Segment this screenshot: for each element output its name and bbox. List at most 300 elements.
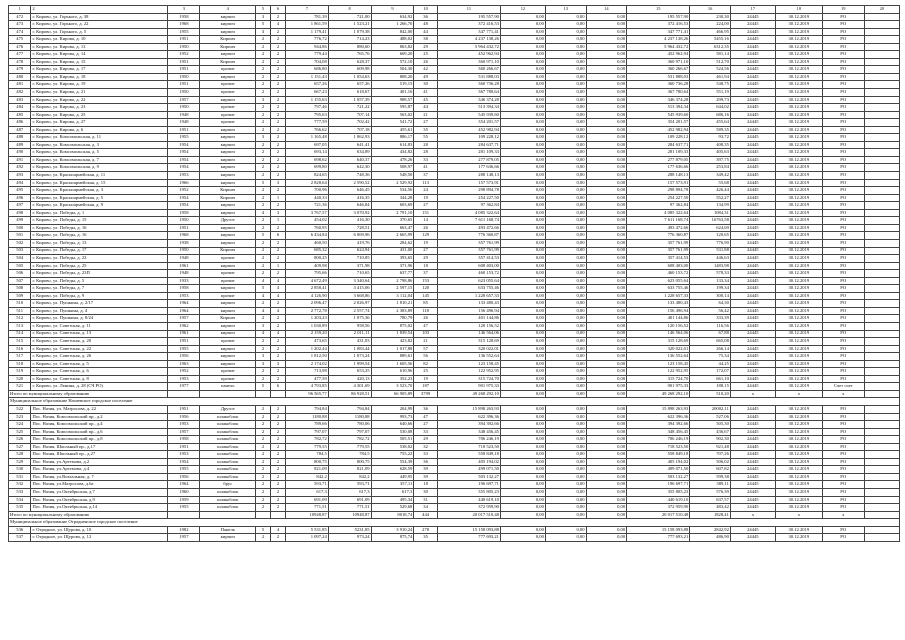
table-cell: 24445 [730,292,775,300]
table-cell: 2 [256,187,271,195]
table-cell: 1954 [168,194,200,202]
table-cell: 691,09 [328,496,371,504]
table-cell: 1180,88 [328,413,371,421]
table-cell: 1 861,59 [285,21,328,29]
table-cell: 24445 [730,428,775,436]
table-cell: РО [822,73,864,81]
table-body [9,6,900,542]
table-cell: 93,72 [690,134,731,142]
address-cell: г. Кирово, ул. Кирова, д. 15 [31,58,168,66]
table-row [9,481,900,489]
table-cell: 2 [256,66,271,74]
table-cell: 0,00 [586,413,627,421]
table-cell: 116,56 [690,322,731,330]
table-cell: РО [822,209,864,217]
table-cell [864,315,899,323]
table-cell: 0,00 [586,496,627,504]
table-row [9,338,900,346]
table-cell: 3 [256,322,271,330]
total-cell: 49 268 292,10 [437,390,500,398]
table-cell: 706 246,19 [627,436,690,444]
table-cell: 24445 [730,224,775,232]
table-cell [864,473,899,481]
address-cell: г. Кирово, ул. Победы, д. 1 [31,209,168,217]
total-cell: x [822,511,864,519]
table-cell: 0,00 [586,179,627,187]
table-cell: 2 [256,111,271,119]
table-cell [864,489,899,497]
table-cell: 0,00 [545,443,586,451]
table-cell: 195 557,90 [627,13,690,21]
column-number-cell: 15 [627,6,690,14]
table-cell: 15 158 093,88 [437,526,500,534]
table-cell: 1 812,50 [285,353,328,361]
table-cell: 24445 [730,307,775,315]
total-cell: 0,00 [545,390,586,398]
table-cell: 0,00 [545,58,586,66]
table-cell: 0,00 [586,202,627,210]
table-row [9,489,900,497]
table-cell: 821,09 [328,466,371,474]
table-cell: 777 693,21 [437,534,500,542]
table-cell: 3 523,70 [371,383,414,391]
table-cell: 2 [271,413,286,421]
address-cell: г. Отрадное, ул. Щурова, д. 12 [31,534,168,542]
table-cell: 2 [271,187,286,195]
table-cell: 1958 [168,13,200,21]
table-cell: 24445 [730,96,775,104]
table-cell: 0,00 [545,353,586,361]
column-number-header-row [9,6,900,14]
address-cell: г. Отрадное, ул. Щурова, д. 10 [31,526,168,534]
table-cell: 531 888,03 [627,73,690,81]
table-cell: 2 [271,496,286,504]
table-cell: кирпич [200,179,256,187]
table-cell: 4 [271,277,286,285]
table-cell: 0,00 [586,292,627,300]
table-cell: 24445 [730,375,775,383]
table-cell: 360 971,10 [627,58,690,66]
table-cell: 2 159,20 [285,330,328,338]
table-cell: шлакоблок [200,496,256,504]
table-row [9,413,900,421]
table-cell: 0,00 [500,58,545,66]
table-cell: 0,00 [586,526,627,534]
table-row [9,239,900,247]
table-cell: 713,98 [285,368,328,376]
row-number-cell: 472 [9,13,31,21]
table-cell: РО [822,292,864,300]
address-cell: г. Кирово, ул. Кирова, д. 21 [31,89,168,97]
table-cell: 552,27 [690,194,731,202]
table-cell: 776 360,87 [627,232,690,240]
table-cell: 2 [271,89,286,97]
table-cell [864,421,899,429]
table-row [9,504,900,512]
address-cell: г. Кирово, ул. Кирова, д. 14 [31,51,168,59]
table-cell: 30.12.2019 [775,405,822,413]
table-cell: 36 [414,13,438,21]
table-cell: РО [822,13,864,21]
address-cell: г. Кирово, ул. Победы, д. 17 [31,247,168,255]
row-number-cell: 499 [9,217,31,225]
address-cell: г. Кирово, ул. Кирова, д. 22 [31,96,168,104]
table-cell: 2 [271,428,286,436]
table-cell: 0,00 [500,104,545,112]
table-cell: 944,86 [285,43,328,51]
table-cell: 24445 [730,202,775,210]
table-cell: 24445 [730,360,775,368]
table-cell: 495,34 [371,496,414,504]
table-cell: 2 557,74 [328,307,371,315]
table-cell: 1950 [168,104,200,112]
table-cell: 0,00 [545,489,586,497]
table-row [9,58,900,66]
table-cell: 30.12.2019 [775,443,822,451]
table-cell: 0,00 [545,428,586,436]
table-cell: 30.12.2019 [775,307,822,315]
column-number-cell: 18 [775,6,822,14]
column-number-cell: 20 [864,6,899,14]
column-number-cell: 3 [168,6,200,14]
table-cell: 4 793,85 [285,383,328,391]
table-cell: 24445 [730,481,775,489]
table-cell: 24445 [730,368,775,376]
table-cell: 0,00 [500,504,545,512]
table-cell: 721,36 [285,202,328,210]
row-number-cell: 491 [9,156,31,164]
table-cell: 558 849,18 [627,451,690,459]
table-cell: 842,00 [371,28,414,36]
table-cell: 0,00 [500,353,545,361]
table-cell: 0,00 [545,285,586,293]
table-cell: 0,00 [586,466,627,474]
table-row [9,466,900,474]
table-cell: 0,00 [500,277,545,285]
table-cell: 0,00 [545,496,586,504]
table-cell: 1 810,21 [371,300,414,308]
table-cell: 26 [414,315,438,323]
table-cell: 34 [414,504,438,512]
table-cell: 64,30 [690,300,731,308]
table-cell: 0,00 [500,119,545,127]
table-cell: 554,39 [371,458,414,466]
table-cell: 1982 [168,526,200,534]
table-cell: брус [200,481,256,489]
table-cell: кирпич [200,285,256,293]
table-cell: шлакоблок [200,458,256,466]
table-cell: 1962 [168,322,200,330]
table-cell: 1 [271,262,286,270]
table-cell: 113 [414,179,438,187]
table-cell: РО [822,300,864,308]
table-cell: 2 [271,443,286,451]
table-cell: 1 151,43 [285,73,328,81]
table-cell: 0,00 [586,187,627,195]
table-cell: 1950 [168,73,200,81]
table-cell: 24445 [730,179,775,187]
table-cell: 367 780,64 [437,89,500,97]
table-cell: 0,00 [500,149,545,157]
table-cell: 1956 [168,473,200,481]
table-cell: 47 [414,413,438,421]
table-cell [864,104,899,112]
table-cell: 782,72 [328,436,371,444]
table-cell: 24445 [730,458,775,466]
table-cell: 958,56 [328,322,371,330]
table-cell: 531,88 [690,247,731,255]
address-cell: Пос. Назия, Комсомольский пр., д.6 [31,428,168,436]
table-cell: 30.12.2019 [775,277,822,285]
table-cell: 0,00 [500,179,545,187]
table-cell: 30.12.2019 [775,413,822,421]
table-cell: 473,65 [285,338,328,346]
table-cell: 38 [414,36,438,44]
table-cell: 0,00 [500,405,545,413]
table-cell: 30.12.2019 [775,451,822,459]
address-cell: г. Кирово, ул. Комсомольская, д. 9 [31,164,168,172]
table-cell: 30.12.2019 [775,224,822,232]
table-cell: 493 472,66 [627,224,690,232]
table-cell: РО [822,81,864,89]
table-cell: 47 [414,322,438,330]
table-cell: 1953 [168,375,200,383]
table-cell: 24445 [730,66,775,74]
column-number-cell: 7 [285,6,328,14]
table-cell: 5 964 432,72 [437,43,500,51]
table-cell: 0,00 [586,28,627,36]
table-cell: 24445 [730,164,775,172]
table-cell: 628,37 [328,58,371,66]
table-cell: кирпич [200,353,256,361]
table-cell: 401 144,86 [437,315,500,323]
table-cell: 0,00 [586,285,627,293]
table-cell: 24445 [730,43,775,51]
table-row [9,119,900,127]
table-cell: 657,26 [285,81,328,89]
table-cell: 30.12.2019 [775,134,822,142]
table-cell: 623 055,64 [437,277,500,285]
table-cell: 56 [414,353,438,361]
table-cell: 2 [256,375,271,383]
table-cell: 0,00 [586,43,627,51]
table-cell: 67,88 [690,330,731,338]
table-cell: прочие [200,255,256,263]
table-cell: 455,64 [690,119,731,127]
table-cell: 172,07 [690,368,731,376]
table-cell: 0,00 [586,217,627,225]
table-cell: 685,32 [285,247,328,255]
table-cell: РО [822,405,864,413]
table-cell: 0,00 [545,451,586,459]
table-cell: 2 174,02 [285,360,328,368]
table-cell: 416,35 [328,194,371,202]
address-cell: Пос. Назия, Комсомольский пр., д.4 [31,421,168,429]
table-cell: 30.12.2019 [775,496,822,504]
table-row [9,353,900,361]
table-cell: 5 [256,285,271,293]
table-cell: 0,00 [586,277,627,285]
row-number-cell: 503 [9,247,31,255]
table-cell: 2 [271,119,286,127]
table-row [9,458,900,466]
table-cell: 512,70 [690,58,731,66]
table-cell: 120 156,52 [437,322,500,330]
table-cell [864,330,899,338]
table-cell: 4 [271,330,286,338]
row-number-cell: 478 [9,58,31,66]
table-cell: 31 [414,496,438,504]
table-cell: 284,62 [371,239,414,247]
table-cell: 346 374,28 [627,96,690,104]
table-cell: 4 [256,292,271,300]
table-cell: РО [822,66,864,74]
table-cell: 0,00 [586,239,627,247]
table-cell: 55 [414,134,438,142]
table-cell [864,194,899,202]
table-cell: РО [822,164,864,172]
table-cell: 0,00 [500,368,545,376]
table-cell: 2 [256,141,271,149]
total-cell: x [822,390,864,398]
table-cell: 27 [414,202,438,210]
table-cell: 30 [414,81,438,89]
table-cell: кирпич [200,534,256,542]
table-cell: 440 619,10 [437,496,500,504]
table-cell: 315 724,70 [437,375,500,383]
table-cell: 0,00 [586,405,627,413]
address-cell: г. Кирово, ул. Кирова, д. 27 [31,119,168,127]
table-cell: РО [822,489,864,497]
table-cell: 0,00 [500,21,545,29]
table-cell: 24 [414,187,438,195]
table-cell: 782,72 [285,436,328,444]
table-cell: 667,23 [285,89,328,97]
table-cell: 389,11 [690,481,731,489]
table-cell: 2 828,64 [285,179,328,187]
table-cell: 477,59 [285,375,328,383]
row-number-cell: 533 [9,489,31,497]
table-cell: 454,02 [285,217,328,225]
table-cell [864,164,899,172]
table-cell: 784,5 [285,451,328,459]
table-cell: 0,00 [586,224,627,232]
table-cell: 315 128,69 [437,338,500,346]
table-cell: 187 [414,383,438,391]
table-cell: 35 [414,126,438,134]
table-cell: 3 [256,96,271,104]
table-cell: 0,00 [586,338,627,346]
table-cell: 637,57 [690,496,731,504]
table-cell: 2842,92 [690,526,731,534]
table-cell: 0,00 [586,360,627,368]
table-cell [864,270,899,278]
table-cell: Кирпич [200,315,256,323]
table-cell: 2 [271,28,286,36]
table-row [9,43,900,51]
table-cell: 5 [256,179,271,187]
table-cell: 24445 [730,126,775,134]
table-cell: 24445 [730,28,775,36]
table-cell: 2 [271,345,286,353]
table-cell: 1955 [168,466,200,474]
address-cell: Пос. Назия, ул.Октябрьская, д.14 [31,504,168,512]
table-cell: 19 [414,239,438,247]
table-cell: 0,00 [586,353,627,361]
table-cell: 0,00 [586,270,627,278]
table-cell: 19 [414,194,438,202]
section-title: Муниципальное образование Назиевское городское поселение [9,398,900,406]
table-cell: 1 [271,194,286,202]
row-number-cell: 473 [9,21,31,29]
table-cell: 0,00 [545,368,586,376]
total-cell [256,390,271,398]
table-cell: 254 227,50 [437,194,500,202]
column-number-cell: 4 [200,6,256,14]
table-cell: 1950 [168,43,200,51]
table-cell: 30.12.2019 [775,96,822,104]
table-cell: 1938 [168,239,200,247]
total-cell [256,511,271,519]
table-cell: 2 [271,149,286,157]
table-cell [864,383,899,391]
table-cell: 0,00 [500,232,545,240]
table-cell: 0,00 [545,43,586,51]
table-cell: 0,00 [500,81,545,89]
table-cell: 2 [256,239,271,247]
table-cell: 357 761,99 [437,239,500,247]
table-cell: 993,73 [371,413,414,421]
table-cell: 789,66 [285,421,328,429]
table-cell: 1955 [168,345,200,353]
table-cell: РО [822,277,864,285]
address-cell: г. Кирово, ул. Горького, д. 38 [31,13,168,21]
table-cell: 1961 [168,262,200,270]
total-cell: 510,20 [690,390,731,398]
column-number-cell: 10 [414,6,438,14]
table-cell: 2 [256,262,271,270]
table-cell: 5 [256,232,271,240]
table-cell: 24445 [730,473,775,481]
address-cell: г. Кирово, ул. Победы, д. 13 [31,239,168,247]
table-cell: 0,00 [586,172,627,180]
table-cell: 0,00 [586,451,627,459]
table-cell: 24445 [730,141,775,149]
table-cell: 633 755,46 [627,285,690,293]
row-number-cell: 500 [9,224,31,232]
table-row [9,270,900,278]
table-cell [864,126,899,134]
table-cell [864,187,899,195]
table-cell: 2 [256,368,271,376]
table-cell: 405 194,02 [627,458,690,466]
table-cell: 27 [414,247,438,255]
table-cell: 624,94 [328,247,371,255]
table-cell: 0,00 [586,149,627,157]
table-cell: 123 158,45 [627,360,690,368]
table-cell: Кирпич [200,247,256,255]
table-cell: 357 761,99 [437,247,500,255]
table-cell: 30.12.2019 [775,187,822,195]
table-cell: 30.12.2019 [775,534,822,542]
table-cell: 19 [414,375,438,383]
table-cell: 2 [271,13,286,21]
table-cell: 2 [271,134,286,142]
table-cell: 30.12.2019 [775,481,822,489]
address-cell: Пос. Назия, Школьный пр., д.17 [31,443,168,451]
row-number-cell: 536 [9,526,31,534]
table-cell: 405,63 [690,149,731,157]
